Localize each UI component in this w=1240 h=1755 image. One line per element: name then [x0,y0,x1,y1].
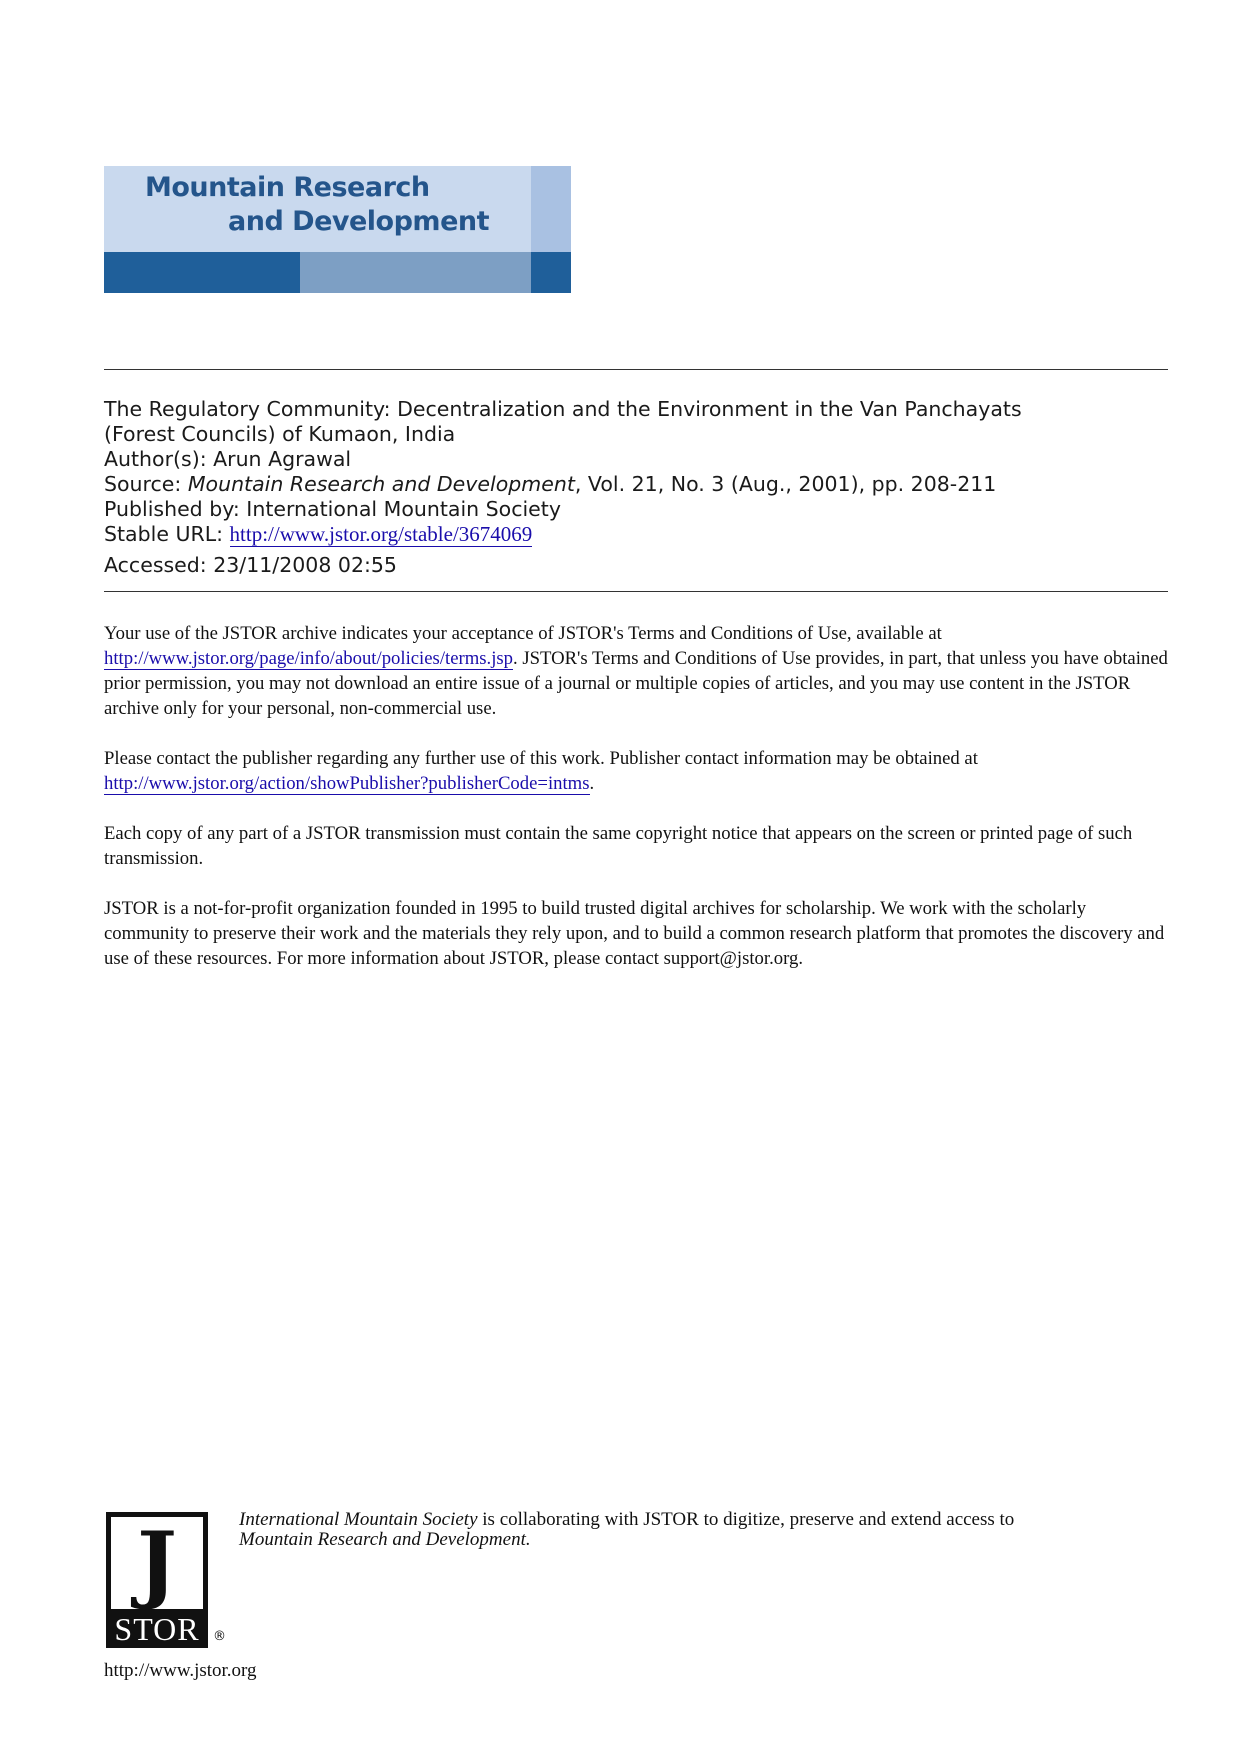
publisher-link[interactable]: http://www.jstor.org/action/showPublisher?publisherCode=intms [104,773,590,794]
jstor-logo-word: STOR [114,1611,200,1647]
publisher-contact-paragraph [104,746,1168,796]
terms-link[interactable]: http://www.jstor.org/page/info/about/policies/terms.jsp [104,648,514,669]
jstor-logo-letter: J [137,1513,177,1612]
journal-logo [104,166,571,293]
stable-url-label: Stable URL: [104,522,230,546]
logo-panel [531,166,571,252]
stable-url-link[interactable]: http://www.jstor.org/stable/3674069 [229,522,533,546]
jstor-logo-art [111,1513,203,1612]
terms-paragraph [104,621,1168,721]
source-details: , Vol. 21, No. 3 (Aug., 2001), pp. 208-211 [574,472,997,496]
collaboration-note [239,1510,1139,1550]
terms-text: Your use of the JSTOR archive indicates your acceptance of JSTOR's Terms and Conditions of Use, available at [104,623,942,644]
logo-bar [300,252,531,293]
top-divider [104,369,1168,370]
stable-url-row [104,522,1168,547]
source-journal: Mountain Research and Development [187,472,575,496]
source-label: Source: [104,472,188,496]
collab-journal: Mountain Research and Development. [239,1529,531,1550]
logo-bar [104,252,300,293]
logo-text-line2: and Development [228,206,490,237]
collab-text: is collaborating with JSTOR to digitize, preserve and extend access to [477,1509,1015,1530]
jstor-url: http://www.jstor.org [104,1660,257,1681]
jstor-about-paragraph: JSTOR is a not-for-profit organization founded in 1995 to build trusted digital archives for scholarship. We work with the scholarly community to preserve their work and the materials they rely upon, and to build a common research platform that promotes the discovery and use of these resources. For more information about JSTOR, please contact support@jstor.org. [104,898,1165,969]
bottom-divider [104,591,1168,592]
logo-bar [531,252,571,293]
article-source [104,472,1168,497]
article-title-line1: The Regulatory Community: Decentralization and the Environment in the Van Panchayats [104,397,1022,421]
contact-text: Please contact the publisher regarding any further use of this work. Publisher contact information may be obtained at [104,748,978,769]
article-title-line2: (Forest Councils) of Kumaon, India [104,422,456,446]
collab-society: International Mountain Society [239,1509,478,1530]
jstor-logo [106,1512,208,1648]
article-metadata [104,397,1168,578]
article-authors: Author(s): Arun Agrawal [104,447,352,471]
contact-text-end: . [589,773,595,794]
article-publisher: Published by: International Mountain Society [104,497,561,521]
accessed-date: Accessed: 23/11/2008 02:55 [104,553,397,577]
logo-text-line1: Mountain Research [145,172,430,203]
terms-text: . JSTOR's Terms and Conditions of Use provides, in part, that unless you have obtained prior permission, you may not download an entire issue of a journal or multiple copies of articles, and you may use content in the JSTOR archive only for your personal, non-commercial use. [104,648,1168,719]
copyright-paragraph: Each copy of any part of a JSTOR transmission must contain the same copyright notice that appears on the screen or printed page of such transmission. [104,823,1133,869]
registered-mark: ® [213,1629,226,1644]
terms-notice [104,621,1168,996]
